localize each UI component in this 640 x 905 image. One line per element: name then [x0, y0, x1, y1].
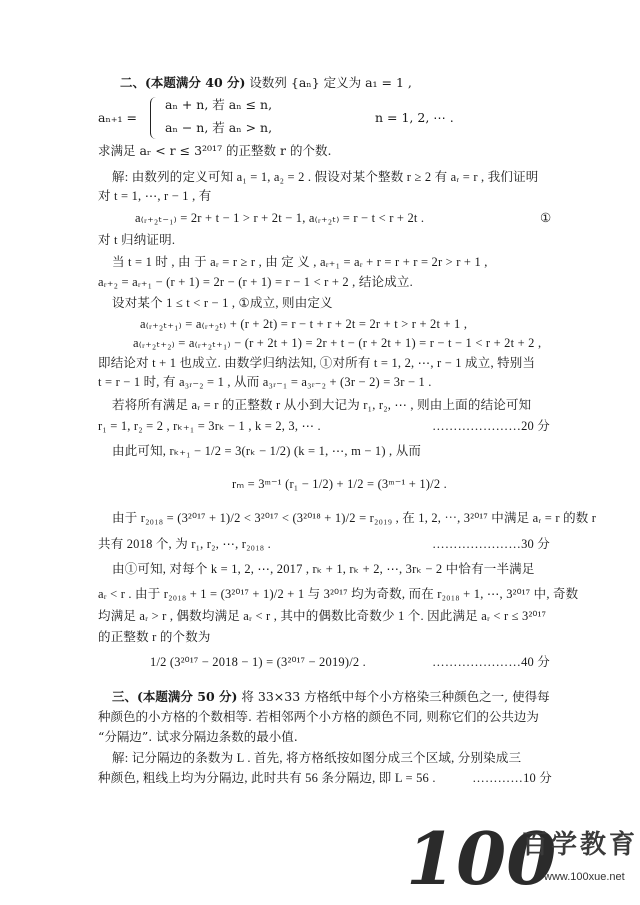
recurrence-case-1: aₙ + n, 若 aₙ ≤ n,	[165, 97, 273, 112]
solution-line-11: 即结论对 t + 1 也成立. 由数学归纳法知, ①对所有 t = 1, 2, ⋯, r − 1 成立, 特别当	[98, 356, 536, 370]
problem2-intro: 设数列 {aₙ} 定义为 a₁ = 1 ,	[249, 75, 412, 90]
problem2-block	[120, 77, 412, 90]
score-40: …………………40 分	[432, 655, 550, 669]
solution-line-25: 1/2 (3²⁰¹⁷ − 2018 − 1) = (3²⁰¹⁷ − 2019)/2 .	[150, 655, 366, 669]
solution-line-17: rₘ = 3ᵐ⁻¹ (r₁ − 1/2) + 1/2 = (3ᵐ⁻¹ + 1)/2 .	[232, 477, 447, 491]
problem3-line-2: 种颜色的小方格的个数相等. 若相邻两个小方格的颜色不同, 则称它们的公共边为	[98, 709, 539, 724]
problem3-line-1: 将 33×33 方格纸中每个小方格染三种颜色之一, 使得每	[241, 689, 550, 704]
solution-line-1: 解: 由数列的定义可知 a₁ = 1, a₂ = 2 . 假设对某个整数 r ≥ 2 有 aᵣ = r , 我们证明	[112, 170, 539, 184]
solution-line-12: t = r − 1 时, 有 a₃ᵣ₋₂ = 1 , 从而 a₃ᵣ₋₁ = a₃ᵣ₋₂ + (3r − 2) = 3r − 1 .	[98, 375, 432, 389]
solution-line-3: a₍ᵣ₊₂ₜ₋₁₎ = 2r + t − 1 > r + 2t − 1, a₍ᵣ₊₂ₜ₎ = r − t < r + 2t .	[135, 211, 425, 225]
solution-line-2: 对 t = 1, ⋯, r − 1 , 有	[98, 189, 212, 203]
solution-line-13: 若将所有满足 aᵣ = r 的正整数 r 从小到大记为 r₁, r₂, ⋯ , 则由上面的结论可知	[112, 398, 532, 412]
recurrence-case-2: aₙ − n, 若 aₙ > n,	[165, 120, 273, 135]
problem3-first-line	[112, 691, 550, 704]
equation-tag-1: ①	[540, 211, 552, 225]
logo-name: 百学教育	[522, 830, 639, 860]
problem2-question: 求满足 aᵣ < r ≤ 3²⁰¹⁷ 的正整数 r 的个数.	[98, 143, 332, 158]
solution-line-10: a₍ᵣ₊₂ₜ₊₂₎ = a₍ᵣ₊₂ₜ₊₁₎ − (r + 2t + 1) = 2r + t − (r + 2t + 1) = r − t − 1 < r + 2t + 2 ,	[133, 336, 542, 350]
solution-line-21: 由①可知, 对每个 k = 1, 2, ⋯, 2017 , rₖ + 1, rₖ + 2, ⋯, 3rₖ − 2 中恰有一半满足	[112, 562, 535, 576]
logo-number: 100	[406, 816, 557, 901]
problem3-heading: 三、(本题满分 50 分)	[112, 689, 238, 704]
solution-line-16: 由此可知, rₖ₊₁ − 1/2 = 3(rₖ − 1/2) (k = 1, ⋯, m − 1) , 从而	[112, 444, 422, 458]
piecewise-brace	[150, 97, 161, 139]
problem2-heading: 二、(本题满分 40 分)	[120, 75, 246, 90]
solution-line-23: 均满足 aᵣ > r , 偶数均满足 aᵣ < r , 其中的偶数比奇数少 1 个. 因此满足 aᵣ < r ≤ 3²⁰¹⁷	[98, 609, 547, 623]
recurrence-lhs: aₙ₊₁ =	[98, 110, 137, 125]
solution-line-22: aᵣ < r . 由于 r₂₀₁₈ + 1 = (3²⁰¹⁷ + 1)/2 + 1 与 3²⁰¹⁷ 均为奇数, 而在 r₂₀₁₈ + 1, ⋯, 3²⁰¹⁷ 中, 奇数	[98, 587, 579, 601]
recurrence-n-range: n = 1, 2, ⋯ .	[375, 110, 454, 125]
problem3-line-4: 解: 记分隔边的条数为 L . 首先, 将方格纸按如图分成三个区域, 分别染成三	[112, 751, 522, 765]
score-20: …………………20 分	[432, 419, 550, 433]
problem3-line-5: 种颜色, 粗线上均为分隔边, 此时共有 56 条分隔边, 即 L = 56 .	[98, 771, 436, 785]
solution-line-19: 共有 2018 个, 为 r₁, r₂, ⋯, r₂₀₁₈ .	[98, 537, 271, 551]
problem3-line-3: “分隔边”. 试求分隔边条数的最小值.	[98, 729, 298, 744]
score-30: …………………30 分	[432, 537, 550, 551]
solution-line-9: a₍ᵣ₊₂ₜ₊₁₎ = a₍ᵣ₊₂ₜ₎ + (r + 2t) = r − t + r + 2t = 2r + t > r + 2t + 1 ,	[140, 317, 468, 331]
solution-line-14: r₁ = 1, r₂ = 2 , rₖ₊₁ = 3rₖ − 1 , k = 2, 3, ⋯ .	[98, 419, 321, 433]
solution-line-7: aᵣ₊₂ = aᵣ₊₁ − (r + 1) = 2r − (r + 1) = r − 1 < r + 2 , 结论成立.	[98, 275, 413, 289]
brand-logo	[404, 812, 640, 905]
logo-100-mark	[404, 812, 557, 905]
solution-line-6: 当 t = 1 时 , 由 于 aᵣ = r ≥ r , 由 定 义 , aᵣ₊₁ = aᵣ + r = r + r = 2r > r + 1 ,	[112, 255, 488, 269]
score-10: …………10 分	[472, 771, 552, 785]
solution-line-5: 对 t 归纳证明.	[98, 233, 176, 247]
logo-url: www.100xue.net	[544, 871, 625, 883]
solution-line-18: 由于 r₂₀₁₈ = (3²⁰¹⁷ + 1)/2 < 3²⁰¹⁷ < (3²⁰¹⁸ + 1)/2 = r₂₀₁₉ , 在 1, 2, ⋯, 3²⁰¹⁷ 中满足 aᵣ = r 的数 r	[112, 511, 597, 525]
solution-line-8: 设对某个 1 ≤ t < r − 1 , ①成立, 则由定义	[112, 296, 333, 310]
solution-line-24: 的正整数 r 的个数为	[98, 630, 211, 644]
